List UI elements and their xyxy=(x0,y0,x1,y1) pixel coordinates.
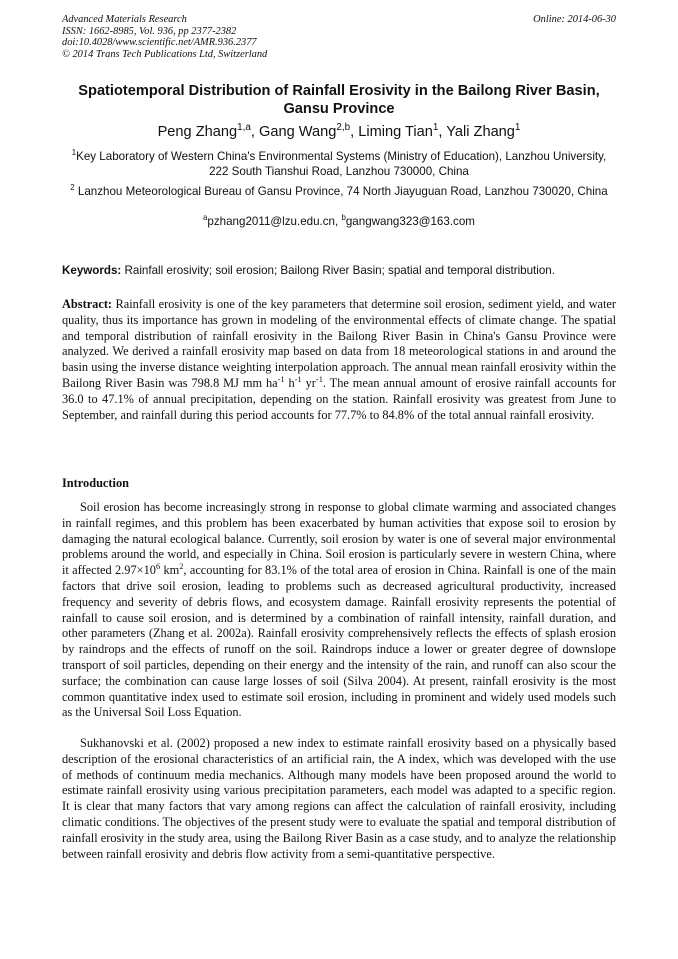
keywords-label: Keywords: xyxy=(62,264,122,277)
paper-title: Spatiotemporal Distribution of Rainfall Erosivity in the Bailong River Basin, Gansu Province xyxy=(78,83,600,117)
email-link[interactable]: pzhang2011@lzu.edu.cn xyxy=(207,215,336,228)
author-list: Peng Zhang$^{1,a}$, Gang Wang$^{2,b}$, Liming Tian$^1$, Yali Zhang$^1$ xyxy=(157,122,521,140)
affiliation xyxy=(62,149,616,179)
journal-issn: ISSN: 1662-8985, Vol. 936, pp 2377-2382 xyxy=(62,25,237,37)
exponent-sup: 6 xyxy=(155,562,161,572)
email-link[interactable]: gangwang323@163.com xyxy=(345,215,475,228)
paragraph-text: Soil erosion has become increasingly strong in response to global climate warming and associated changes in rainfall regimes, and this problem has been exacerbated by human activities that expose soil to erosion by damaging the natural ecological balance. Currently, soil erosion by water is one of several major environmental problems around the world, and especially in China. Soil erosion is particularly severe in western China, where it affected 2.97×10 xyxy=(62,500,616,578)
affiliation-text: Key Laboratory of Western China's Environmental Systems (Ministry of Education), Lanzhou University, 222 South Tianshui Road, Lanzhou 730000, China xyxy=(76,150,607,179)
author-emails: $^a$pzhang2011@lzu.edu.cn, $^b$gangwang323@163.com xyxy=(203,213,475,228)
abstract-text: yr xyxy=(301,375,316,390)
abstract-label: Abstract: xyxy=(62,297,113,311)
section-heading: Introduction xyxy=(62,476,129,490)
journal-doi: doi:10.4028/www.scientific.net/AMR.936.2377 xyxy=(62,37,257,49)
email-sup: b xyxy=(341,213,346,223)
author-name: Liming Tian xyxy=(358,124,433,140)
keywords xyxy=(62,263,616,278)
body-paragraph xyxy=(62,500,616,721)
journal-header xyxy=(62,14,616,60)
email-sup: a xyxy=(203,213,208,223)
paragraph-text: km xyxy=(160,563,180,578)
online-date: Online: 2014-06-30 xyxy=(533,14,616,25)
body-paragraph: Sukhanovski et al. (2002) proposed a new index to estimate rainfall erosivity based on a physically based description of the erosional characteristics of an artificial rain, the A index, which was developed with the use of methods of continuum media mechanics. Although many models have been proposed around the world to estimate rainfall erosivity using various precipitation parameters, each model was adapted to a specific region. It is clear that many factors that vary among regions can affect the calculation of rainfall erosivity, including climatic conditions. The objectives of the present study were to evaluate the spatial and temporal distribution of rainfall erosivity in the study area, using the Bailong River Basin as a case study, and to analyze the relationship between rainfall erosivity and debris flow activity from a semi-quantitative perspective. xyxy=(62,736,616,861)
abstract-text: Rainfall erosivity is one of the key parameters that determine soil erosion, sediment yield, and water quality, thus its importance has grown in modeling of the environmental effects of climate change. The spatial and temporal distribution of rainfall erosivity in the Bailong River Basin in China's Gansu Province were analyzed. We derived a rainfall erosivity map based on data from 18 meteorological stations in and around the basin using the inverse distance weighting interpolation approach. The annual mean rainfall erosivity within the Bailong River Basin was 798.8 MJ mm ha xyxy=(62,297,616,390)
affiliation-sup: 1 xyxy=(71,148,77,158)
abstract-text: . The mean annual amount of erosive rainfall accounts for 36.0 to 47.1% of annual precipitation, depending on the station. Rainfall erosivity was greatest from June to September, and rainfall during this period accounts for 77.7% to 84.8% of the total annual rainfall erosivity. xyxy=(62,375,616,422)
unit-sup: -1 xyxy=(277,374,285,384)
author-name: Gang Wang xyxy=(258,124,337,140)
abstract-text: h xyxy=(284,375,295,390)
journal-name: Advanced Materials Research xyxy=(62,14,187,25)
affiliation xyxy=(62,184,616,199)
author-sup: 1 xyxy=(514,122,521,134)
paragraph-text: , accounting for 83.1% of the total area of erosion in China. Rainfall is one of the main factors that drive soil erosion, leading to problems such as decreased agricultural productivity, increased frequency and severity of debris flows, and ecosystem damage. Rainfall erosivity represents the potential of rainfall to cause soil erosion, and is determined by a combination of rainfall intensity, rainfall duration, and other parameters (Zhang et al. 2002a). Rainfall erosivity comprehensively reflects the effects of splash erosion by raindrops and the effects of runoff on the soil. Raindrops induce a lower or greater degree of downslope transport of soil particles, depending on their energy and the intensity of the rain, and runoff can also scour the surface; the combination can cause large losses of soil (Silva 2004). At present, rainfall erosivity is the most common quantitative index used to estimate soil erosion, including in prominent and widely used models such as the Universal Soil Loss Equation. xyxy=(62,563,617,720)
author-sup: 1,a xyxy=(237,122,251,134)
author-sup: 2,b xyxy=(336,122,351,134)
keywords-text: Rainfall erosivity; soil erosion; Bailong River Basin; spatial and temporal distribution. xyxy=(121,264,555,277)
author-sup: 1 xyxy=(432,122,439,134)
unit-sup: -1 xyxy=(294,374,302,384)
author-name: Peng Zhang xyxy=(157,124,238,140)
journal-copyright: © 2014 Trans Tech Publications Ltd, Switzerland xyxy=(62,48,268,60)
exponent-sup: 2 xyxy=(179,562,184,572)
affiliation-text: Lanzhou Meteorological Bureau of Gansu Province, 74 North Jiayuguan Road, Lanzhou 730020, China xyxy=(74,185,608,198)
affiliation-sup: 2 xyxy=(70,183,75,193)
unit-sup: -1 xyxy=(315,374,323,384)
author-name: Yali Zhang xyxy=(446,124,515,140)
abstract xyxy=(62,297,616,423)
